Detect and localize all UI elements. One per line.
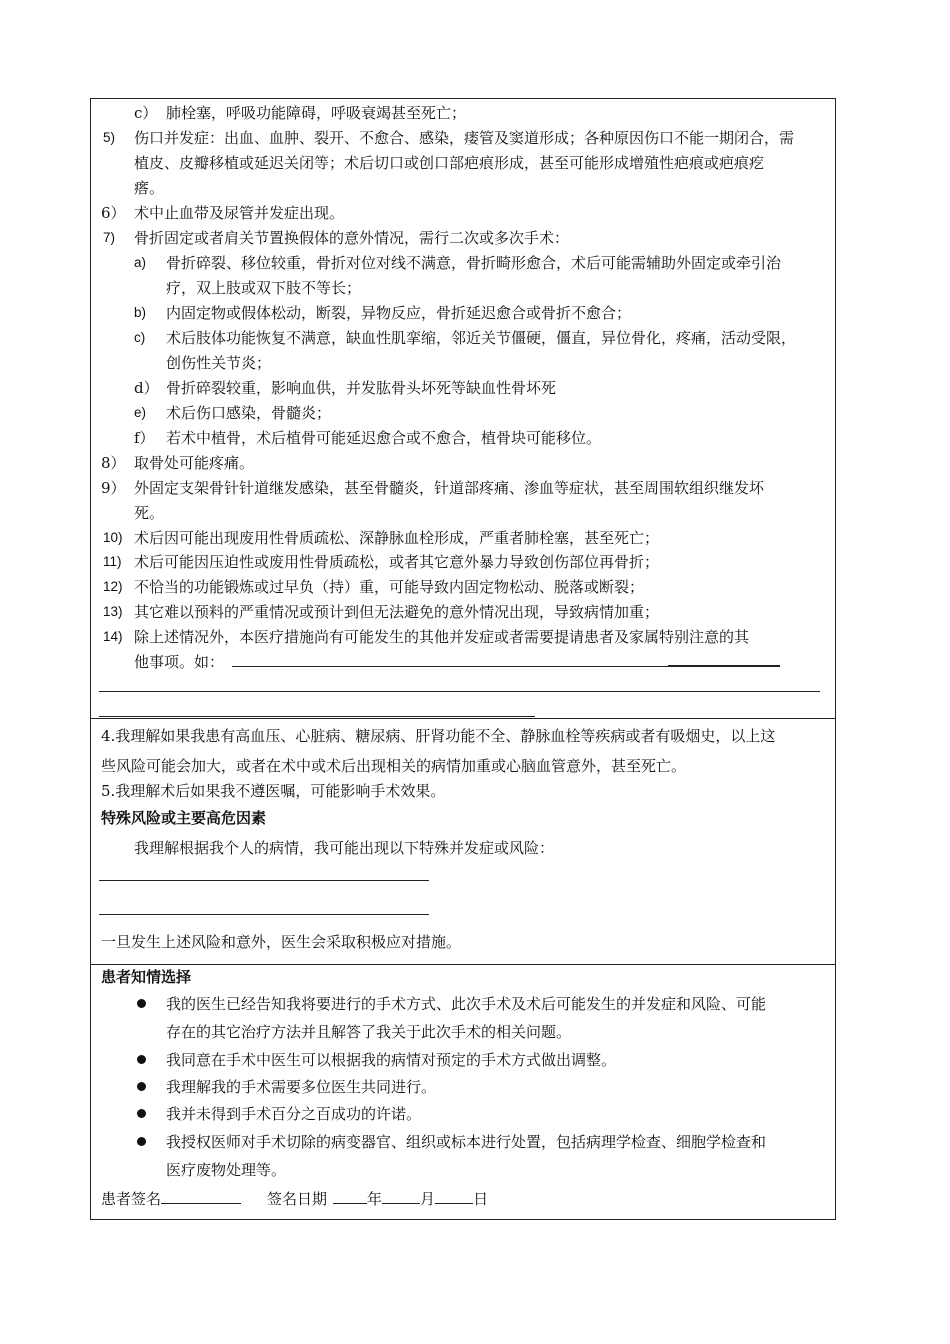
section-divider (90, 964, 836, 965)
item-marker: e) (134, 405, 147, 420)
item-marker: a) (134, 255, 147, 270)
item-text: 不恰当的功能锻炼或过早负（持）重，可能导致内固定物松动、脱落或断裂； (134, 578, 645, 596)
consent-item: 我同意在手术中医生可以根据我的病情对预定的手术方式做出调整。 (166, 1051, 617, 1069)
item-marker: f） (134, 429, 155, 447)
section-divider (90, 718, 836, 719)
consent-item: 存在的其它治疗方法并且解答了我关于此次手术的相关问题。 (166, 1023, 572, 1041)
item-marker: d） (134, 379, 159, 397)
item-number: 7) (103, 230, 116, 245)
item-text: 取骨处可能疼痛。 (134, 454, 255, 472)
item-marker: b) (134, 305, 147, 320)
item-text: 瘩。 (134, 179, 165, 197)
item-marker: c） (134, 104, 158, 122)
item-text: 内固定物或假体松动，断裂，异物反应，骨折延迟愈合或骨折不愈合； (166, 304, 632, 322)
item-text: 植皮、皮瓣移植或延迟关闭等；术后切口或创口部疤痕形成，甚至可能形成增殖性疤痕或疤痕疙 (134, 154, 765, 172)
item-text: 术后可能因压迫性或废用性骨质疏松，或者其它意外暴力导致创伤部位再骨折； (134, 553, 660, 571)
patient-signature-field[interactable] (161, 1189, 241, 1204)
other-matters-blank-line[interactable] (99, 716, 535, 717)
bullet-icon (137, 1055, 146, 1064)
item-number: 6） (101, 204, 126, 222)
year-field[interactable] (333, 1189, 367, 1204)
item-text: 伤口并发症：出血、血肿、裂开、不愈合、感染，瘘管及窦道形成；各种原因伤口不能一期闭合，需 (134, 129, 795, 147)
bullet-icon (137, 1137, 146, 1146)
item-number: 14) (103, 629, 123, 644)
bullet-icon (137, 1082, 146, 1091)
bullet-icon (137, 1109, 146, 1118)
special-risk-heading: 特殊风险或主要高危因素 (101, 810, 267, 827)
special-risk-blank-1[interactable] (99, 880, 429, 881)
consent-item: 医疗废物处理等。 (166, 1161, 287, 1179)
item-text: 术后伤口感染，骨髓炎； (166, 404, 332, 422)
item-number: 11) (103, 554, 122, 569)
consent-item: 我的医生已经告知我将要进行的手术方式、此次手术及术后可能发生的并发症和风险、可能 (166, 995, 767, 1013)
sign-date-label: 签名日期 (267, 1190, 328, 1208)
patient-signature-label: 患者签名 (101, 1190, 162, 1208)
other-matters-blank-line[interactable] (99, 691, 820, 692)
risk-paragraph-4: 4.我理解如果我患有高血压、心脏病、糖尿病、肝肾功能不全、静脉血栓等疾病或者有吸烟史，以上这 (101, 727, 776, 745)
bullet-icon (137, 999, 146, 1008)
consent-item: 我授权医师对手术切除的病变器官、组织或标本进行处置，包括病理学检查、细胞学检查和 (166, 1133, 767, 1151)
item-number: 13) (103, 604, 123, 619)
special-risk-closing: 一旦发生上述风险和意外，医生会采取积极应对措施。 (101, 933, 462, 951)
signature-row (101, 1189, 488, 1209)
item-text: 术后肢体功能恢复不满意，缺血性肌挛缩，邻近关节僵硬，僵直，异位骨化，疼痛，活动受限， (166, 329, 797, 347)
consent-item: 我理解我的手术需要多位医生共同进行。 (166, 1078, 437, 1096)
item-text: 肺栓塞，呼吸功能障碍，呼吸衰竭甚至死亡； (166, 104, 467, 122)
day-field[interactable] (435, 1189, 473, 1204)
item-text: 骨折碎裂、移位较重，骨折对位对线不满意，骨折畸形愈合，术后可能需辅助外固定或牵引治 (166, 254, 782, 272)
special-risk-blank-2[interactable] (99, 914, 429, 915)
item-text: 外固定支架骨针针道继发感染，甚至骨髓炎，针道部疼痛、渗血等症状，甚至周围软组织继发坏 (134, 479, 765, 497)
item-text: 骨折固定或者肩关节置换假体的意外情况，需行二次或多次手术： (134, 229, 570, 247)
item-marker: c) (134, 330, 146, 345)
other-matters-blank-emphasis (668, 665, 780, 667)
item-number: 5) (103, 130, 116, 145)
year-label: 年 (367, 1190, 383, 1208)
item-number: 12) (103, 579, 123, 594)
month-field[interactable] (382, 1189, 420, 1204)
risk-paragraph-5: 5.我理解术后如果我不遵医嘱，可能影响手术效果。 (101, 782, 446, 800)
item-text: 若术中植骨，术后植骨可能延迟愈合或不愈合，植骨块可能移位。 (166, 429, 602, 447)
item-text: 除上述情况外，本医疗措施尚有可能发生的其他并发症或者需要提请患者及家属特别注意的其 (134, 628, 750, 646)
risk-paragraph-4: 些风险可能会加大，或者在术中或术后出现相关的病情加重或心脑血管意外，甚至死亡。 (101, 757, 687, 775)
item-text: 其它难以预料的严重情况或预计到但无法避免的意外情况出现，导致病情加重； (134, 603, 660, 621)
item-text: 术中止血带及尿管并发症出现。 (134, 204, 345, 222)
item-number: 8） (101, 454, 126, 472)
item-text: 骨折碎裂较重，影响血供，并发肱骨头坏死等缺血性骨坏死 (166, 379, 557, 397)
month-label: 月 (420, 1190, 436, 1208)
item-text: 死。 (134, 504, 165, 522)
item-text: 疗，双上肢或双下肢不等长； (166, 279, 362, 297)
consent-heading: 患者知情选择 (101, 969, 192, 986)
item-number: 9） (101, 479, 126, 497)
item-text: 创伤性关节炎； (166, 354, 272, 372)
item-text: 术后因可能出现废用性骨质疏松、深静脉血栓形成，严重者肺栓塞，甚至死亡； (134, 529, 660, 547)
special-risk-intro: 我理解根据我个人的病情，我可能出现以下特殊并发症或风险： (134, 839, 555, 857)
consent-item: 我并未得到手术百分之百成功的许诺。 (166, 1105, 422, 1123)
day-label: 日 (473, 1190, 489, 1208)
item-number: 10) (103, 530, 123, 545)
item-text: 他事项。如： (134, 653, 225, 671)
